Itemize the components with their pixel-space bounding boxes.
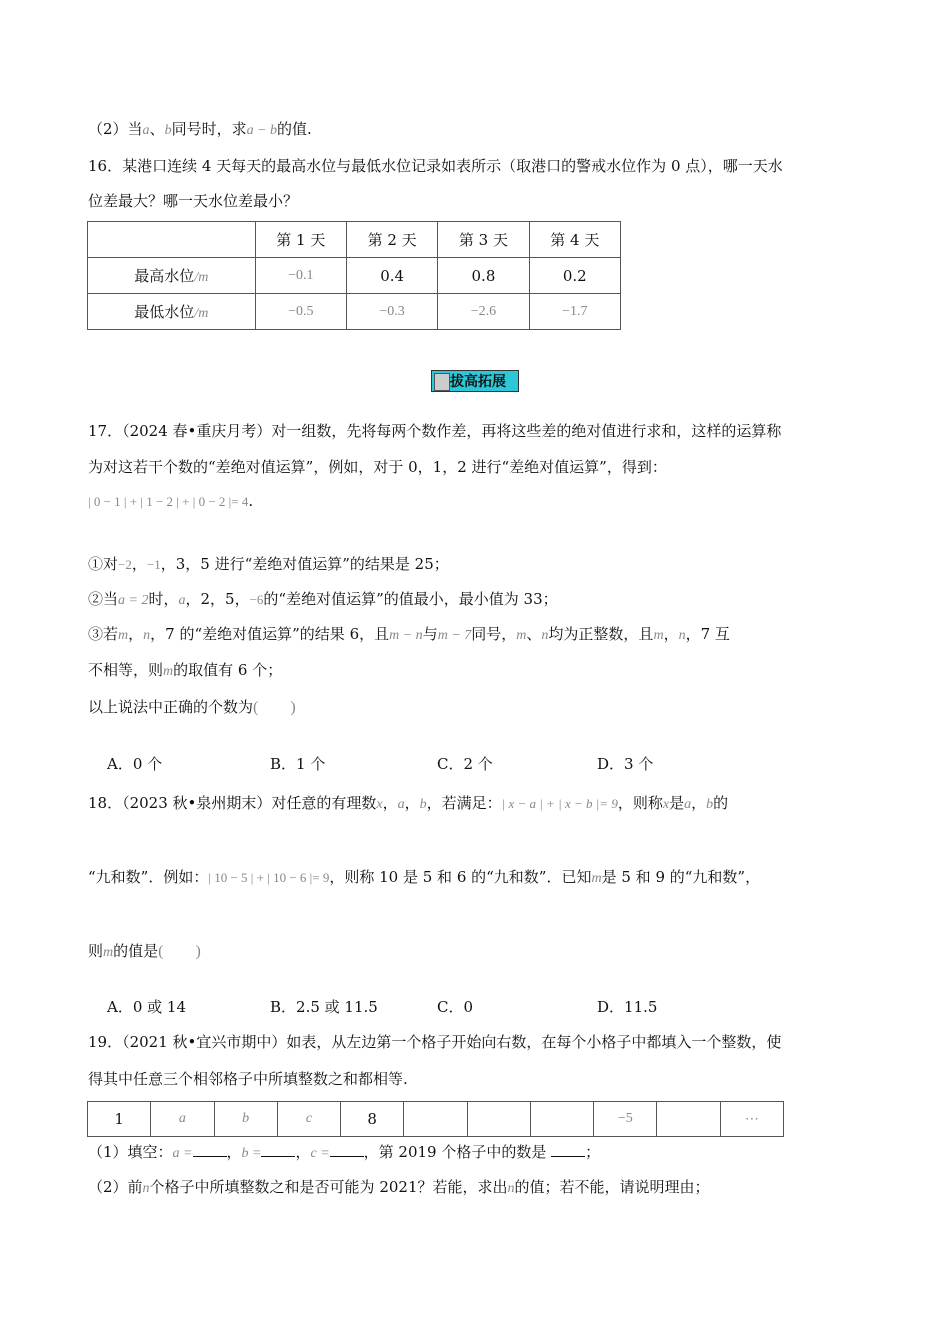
grid-cell	[404, 1102, 467, 1137]
q19-line2: 得其中任意三个相邻格子中所填整数之和都相等.	[88, 1070, 408, 1088]
answer-blank-a[interactable]	[193, 1142, 227, 1157]
section-title: 拔高拓展	[431, 370, 519, 392]
q18-option-a[interactable]: A．0 或 14	[107, 998, 186, 1016]
section-marker-icon	[434, 373, 450, 391]
grid-cell: a	[151, 1102, 214, 1137]
math-b: b	[164, 123, 172, 138]
table-row	[88, 258, 621, 294]
grid-cell: 1	[88, 1102, 151, 1137]
header-cell: 第 3 天	[438, 222, 529, 258]
q17-formula: | 0 − 1 | + | 1 − 2 | + | 0 − 2 |= 4.	[88, 492, 254, 510]
q18-option-c[interactable]: C．0	[437, 998, 474, 1016]
q18-line1: 18．（2023 秋•泉州期末）对任意的有理数x，a，b，若满足：| x − a | + | x − b |= 9，则称x是a，b的	[88, 794, 729, 812]
table-cell: 0.8	[438, 258, 529, 294]
q17-option-a[interactable]: A．0 个	[107, 755, 163, 773]
table-cell: −2.6	[438, 294, 529, 330]
q17-option-b[interactable]: B．1 个	[270, 755, 326, 773]
table-cell: −0.3	[346, 294, 437, 330]
text: 的值.	[277, 120, 312, 138]
q17-option-c[interactable]: C．2 个	[437, 755, 493, 773]
table-header-row	[88, 222, 621, 258]
header-cell	[88, 222, 256, 258]
q15-part2	[88, 118, 312, 142]
answer-blank-2019[interactable]	[551, 1142, 585, 1157]
answer-blank-c[interactable]	[330, 1142, 364, 1157]
q19-part2: （2）前n个格子中所填整数之和是否可能为 2021？若能，求出n的值；若不能，请说明理由；	[88, 1178, 710, 1196]
q17-statement-2: ②当a = 2时，a，2，5，−6的“差绝对值运算”的值最小，最小值为 33；	[88, 590, 558, 608]
q17-statement-1: ①对−2，−1，3，5 进行“差绝对值运算”的结果是 25；	[88, 555, 449, 573]
answer-blank-b[interactable]	[261, 1142, 295, 1157]
grid-cell: 8	[341, 1102, 404, 1137]
q18-line3: 则m的值是( )	[88, 942, 201, 960]
grid-cell	[467, 1102, 530, 1137]
text: 同号时，求	[171, 120, 247, 138]
q17-statement-3: ③若m，n，7 的“差绝对值运算”的结果 6，且m − n与m − 7同号，m、n均为正整数，且m，n，7 互	[88, 625, 730, 643]
table-cell: −1.7	[529, 294, 620, 330]
table-cell: 0.2	[529, 258, 620, 294]
q17-statement-3-cont: 不相等，则m的取值有 6 个；	[88, 661, 283, 679]
q17-line1: 17．（2024 春•重庆月考）对一组数，先将每两个数作差，再将这些差的绝对值进行求和，这样的运算称	[88, 422, 782, 440]
grid-cell: ⋯	[720, 1102, 783, 1137]
text: （2）当	[88, 120, 143, 138]
q16-line2: 位差最大？哪一天水位差最小？	[88, 192, 299, 210]
q19-part1: （1）填空：a = ，b = ，c = ，第 2019 个格子中的数是 ；	[88, 1143, 601, 1161]
q18-option-b[interactable]: B．2.5 或 11.5	[270, 998, 378, 1016]
q16-line1: 16．某港口连续 4 天每天的最高水位与最低水位记录如表所示（取港口的警戒水位作为 0 点），哪一天水	[88, 157, 783, 175]
math-expr: a − b	[246, 123, 278, 138]
row-label: 最低水位/m	[88, 294, 256, 330]
q17-option-d[interactable]: D．3 个	[597, 755, 654, 773]
table-cell: 0.4	[346, 258, 437, 294]
grid-cell: b	[214, 1102, 277, 1137]
table-cell: −0.1	[255, 258, 346, 294]
row-label: 最高水位/m	[88, 258, 256, 294]
table-row	[88, 1102, 784, 1137]
grid-cell: −5	[594, 1102, 657, 1137]
table-row	[88, 294, 621, 330]
grid-cell: c	[277, 1102, 340, 1137]
q18-line2: “九和数”．例如：| 10 − 5 | + | 10 − 6 |= 9，则称 10 是 5 和 6 的“九和数”．已知m是 5 和 9 的“九和数”，	[88, 868, 761, 886]
text: 、	[149, 120, 165, 138]
header-cell: 第 4 天	[529, 222, 620, 258]
grid-cell	[657, 1102, 720, 1137]
grid-cell	[530, 1102, 593, 1137]
math-a: a	[142, 123, 150, 138]
q19-cell-table	[87, 1101, 784, 1137]
table-cell: −0.5	[255, 294, 346, 330]
q19-line1: 19．（2021 秋•宜兴市期中）如表，从左边第一个格子开始向右数，在每个小格子中都填入一个整数，使	[88, 1033, 782, 1051]
q17-ask: 以上说法中正确的个数为( )	[88, 698, 296, 716]
header-cell: 第 2 天	[346, 222, 437, 258]
q18-option-d[interactable]: D．11.5	[597, 998, 658, 1016]
q16-water-level-table	[87, 221, 621, 330]
header-cell: 第 1 天	[255, 222, 346, 258]
q17-line2: 为对这若干个数的“差绝对值运算”，例如，对于 0，1，2 进行“差绝对值运算”，得到：	[88, 458, 667, 476]
